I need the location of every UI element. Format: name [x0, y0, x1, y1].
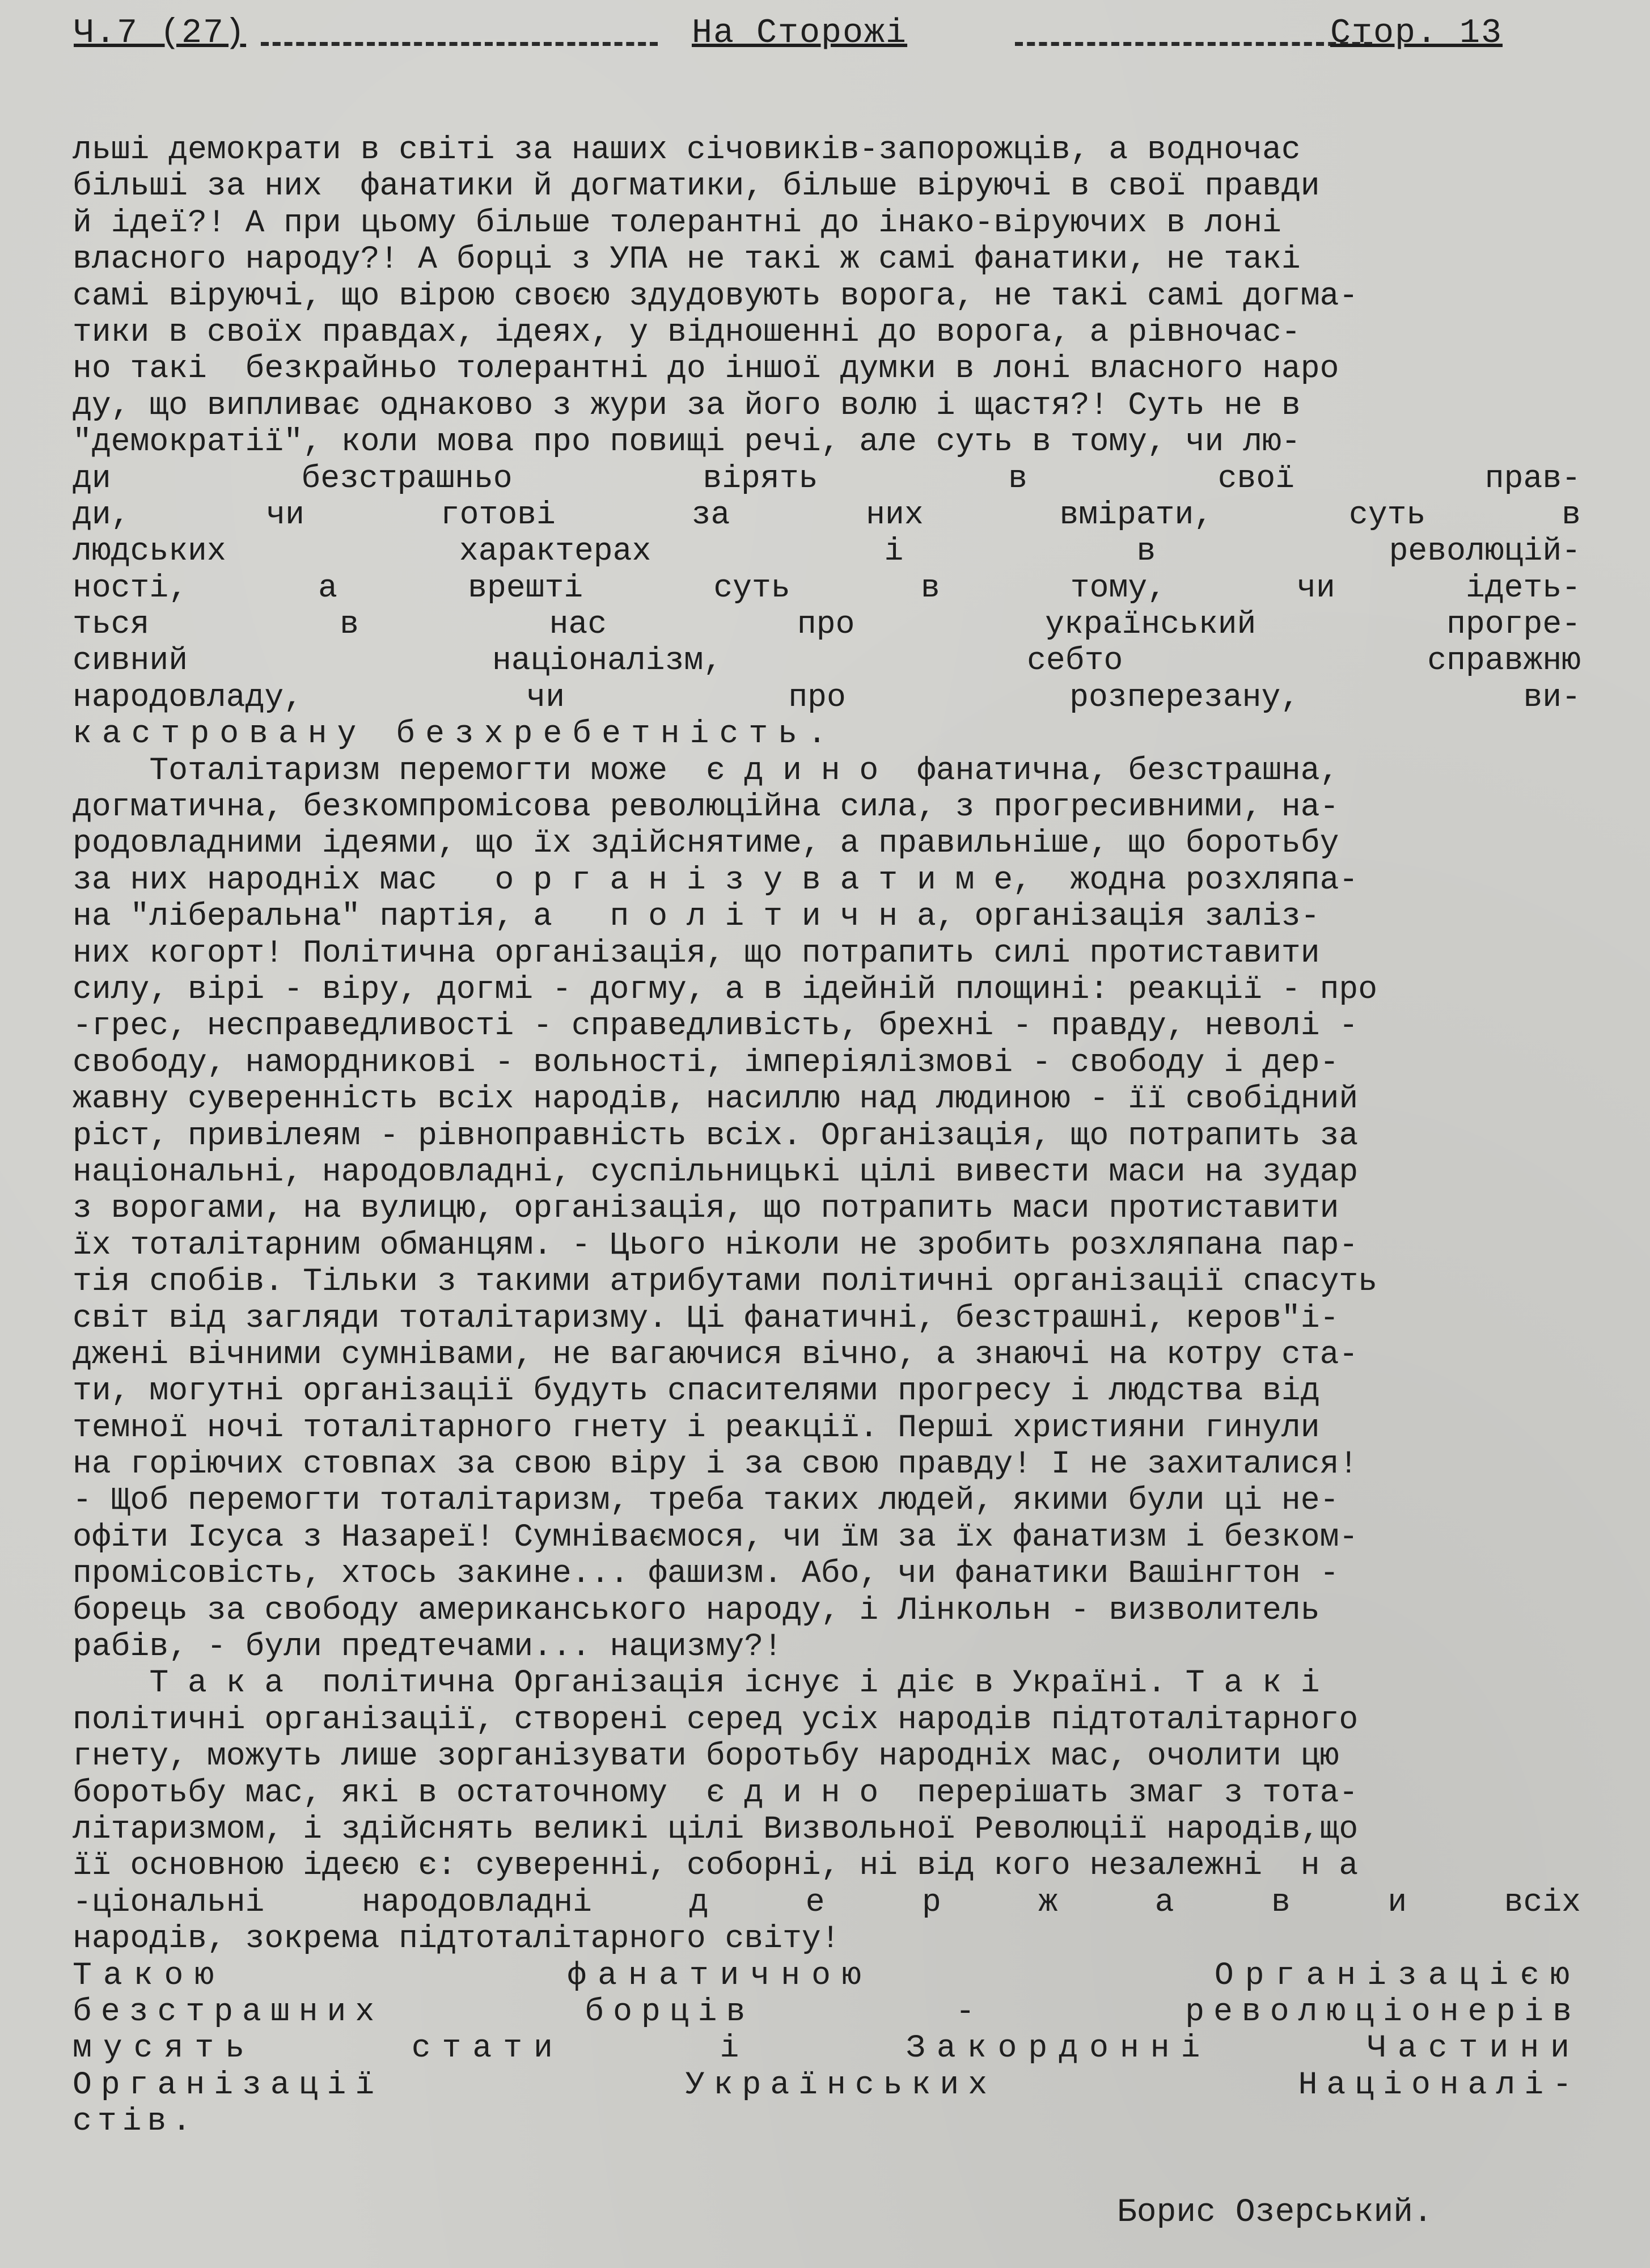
text-line: темної ночі тоталітарного гнету і реакції. Перші християни гинули — [73, 1409, 1320, 1446]
spaced-text-line: Організації Українських Націоналі- — [73, 2066, 1581, 2103]
text-line: народів, зокрема підтоталітарного світу! — [73, 1920, 840, 1957]
text-line: більші за них фанатики й догматики, більше віруючі в свої правди — [73, 168, 1320, 205]
spaced-text-line: Такою фанатичною Організацією — [73, 1957, 1581, 1994]
text-line: свободу, намордникові - вольності, імперіялізмові - свободу і дер- — [73, 1044, 1339, 1081]
text-line: й ідеї?! А при цьому більше толерантні до інако-віруючих в лоні — [73, 204, 1281, 241]
spaced-text-line: безстрашних борців - революціонерів — [73, 1993, 1581, 2030]
text-line: Тоталітаризм перемогти може є д и н о фанатична, безстрашна, — [73, 752, 1339, 789]
text-line: боротьбу мас, які в остаточному є д и н о перерішать змаг з тота- — [73, 1774, 1359, 1811]
spaced-text-line: сивний націоналізм, себто справжню — [73, 642, 1581, 679]
text-line: ду, що випливає однаково з жури за його волю і щастя?! Суть не в — [73, 387, 1301, 424]
publication-title: На Сторожі — [692, 14, 908, 53]
text-line: їх тоталітарним обманцям. - Цього ніколи не зробить розхляпана пар- — [73, 1226, 1359, 1263]
text-line: родовладними ідеями, що їх здійснятиме, а правильніше, що боротьбу — [73, 825, 1339, 862]
header-dash-rule-left — [261, 42, 658, 46]
issue-number: Ч.7 (27) — [74, 14, 247, 53]
text-line: промісовість, хтось закине... фашизм. Або, чи фанатики Вашінгтон - — [73, 1555, 1339, 1592]
spaced-text-line: ди, чи готові за них вмірати, суть в — [73, 496, 1581, 533]
spaced-text-line: ться в нас про український прогре- — [73, 606, 1581, 643]
text-line: на горіючих стовпах за свою віру і за свою правду! І не захиталися! — [73, 1446, 1359, 1483]
text-line: на "ліберальна" партія, а п о л і т и ч н а, організація заліз- — [73, 898, 1320, 935]
text-line: літаризмом, і здійснять великі цілі Визвольної Революції народів,що — [73, 1810, 1359, 1847]
text-line: догматична, безкомпромісова революційна сила, з прогресивними, на- — [73, 789, 1339, 826]
spaced-text-line: людських характерах і в революцій- — [73, 533, 1581, 570]
text-line: - Щоб перемогти тоталітаризм, треба таких людей, якими були ці не- — [73, 1482, 1339, 1519]
text-line: "демократії", коли мова про повищі речі, але суть в тому, чи лю- — [73, 424, 1301, 460]
spaced-text-line: ди безстрашньо вірять в свої прав- — [73, 460, 1581, 497]
text-line: її основною ідеєю є: суверенні, соборні, ні від кого незалежні н а — [73, 1847, 1359, 1884]
article-body — [73, 132, 1581, 2139]
text-line: рабів, - були предтечами... нацизму?! — [73, 1628, 783, 1665]
text-line: них когорт! Політична організація, що потрапить силі протиставити — [73, 934, 1320, 971]
spaced-text-line: кастровану безхребетність. — [73, 716, 837, 752]
text-line: власного народу?! А борці з УПА не такі ж самі фанатики, не такі — [73, 241, 1301, 278]
text-line: національні, народовладні, суспільницькі цілі вивести маси на зудар — [73, 1153, 1359, 1190]
page-number: Стор. 13 — [1330, 14, 1503, 53]
text-line: гнету, можуть лише зорганізувати боротьбу народніх мас, очолити цю — [73, 1738, 1339, 1775]
text-line: офіти Ісуса з Назареї! Сумніваємося, чи їм за їх фанатизм і безком- — [73, 1518, 1359, 1555]
header-dash-rule-right — [1015, 42, 1372, 46]
text-line: -грес, несправедливості - справедливість, брехні - правду, неволі - — [73, 1008, 1359, 1044]
text-line: тики в своїх правдах, ідеях, у відношенні до ворога, а рівночас- — [73, 314, 1301, 350]
spaced-text-line: -ціональні народовладні д е р ж а в и всіх — [73, 1884, 1581, 1920]
text-line: силу, вірі - віру, догмі - догму, а в ідейній площині: реакції - про — [73, 971, 1378, 1008]
text-line: льші демократи в світі за наших січовиків-запорожців, а водночас — [73, 132, 1301, 168]
text-line: самі віруючі, що вірою своєю здудовують ворога, не такі самі догма- — [73, 277, 1359, 314]
text-line: но такі безкрайньо толерантні до іншої думки в лоні власного наро — [73, 350, 1339, 387]
text-line: тія спобів. Тільки з такими атрибутами політичні організації спасуть — [73, 1263, 1378, 1300]
spaced-text-line: стів. — [73, 2103, 197, 2140]
text-line: політичні організації, створені серед усіх народів підтоталітарного — [73, 1701, 1359, 1738]
spaced-text-line: мусять стати і Закордонні Частини — [73, 2030, 1581, 2067]
page-header — [74, 8, 1503, 59]
text-line: жавну суверенність всіх народів, насиллю над людиною - її свобідний — [73, 1081, 1359, 1118]
text-line: за них народніх мас о р г а н і з у в а т и м е, жодна розхляпа- — [73, 861, 1359, 898]
text-line: ріст, привілеям - рівноправність всіх. Організація, що потрапить за — [73, 1117, 1359, 1154]
text-line: ти, могутні організації будуть спасителями прогресу і людства від — [73, 1373, 1320, 1410]
text-line: борець за свободу американського народу, і Лінкольн - визволитель — [73, 1592, 1320, 1628]
author-signature: Борис Озерський. — [1117, 2194, 1433, 2231]
spaced-text-line: ності, а врешті суть в тому, чи ідеть- — [73, 569, 1581, 606]
spaced-text-line: народовладу, чи про розперезану, ви- — [73, 679, 1581, 716]
text-line: світ від загляди тоталітаризму. Ці фанатичні, безстрашні, керов"і- — [73, 1300, 1339, 1336]
text-line: джені вічними сумнівами, не вагаючися вічно, а знаючі на котру ста- — [73, 1336, 1359, 1373]
text-line: з ворогами, на вулицю, організація, що потрапить маси протиставити — [73, 1190, 1339, 1227]
text-line: Т а к а політична Організація існує і діє в Україні. Т а к і — [73, 1665, 1320, 1702]
